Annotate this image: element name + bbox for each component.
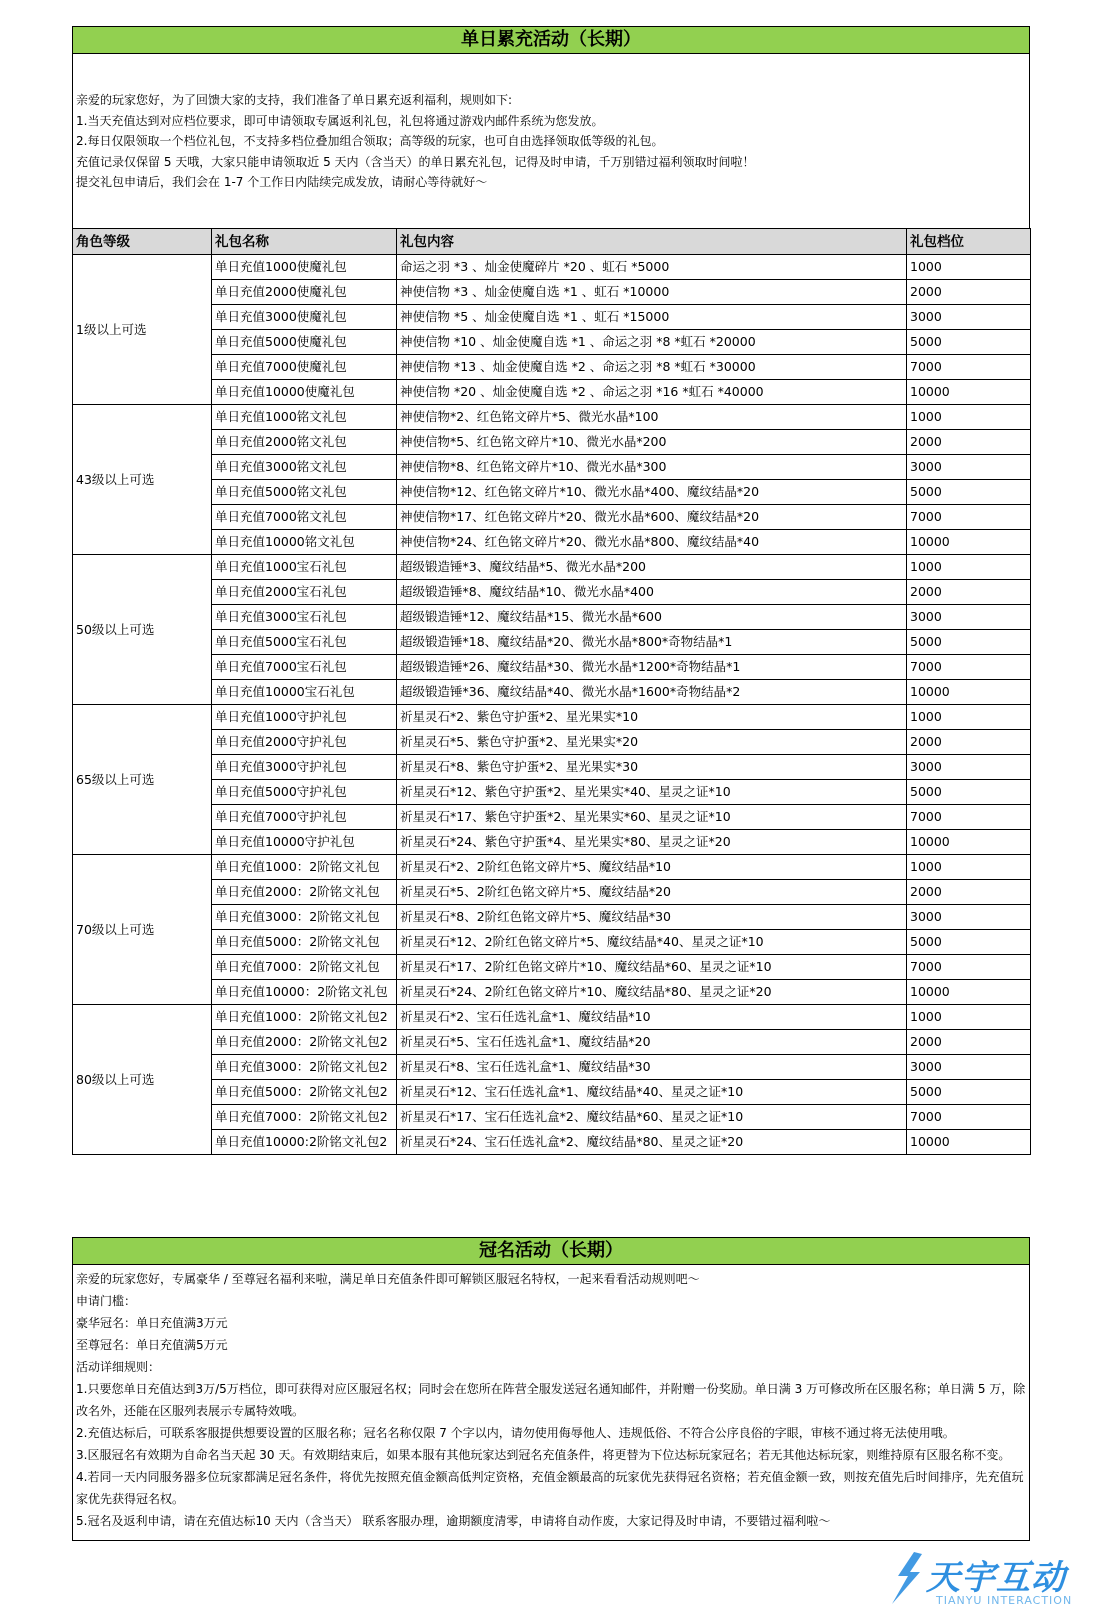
pack-name-cell: 单日充值5000：2阶铭文礼包 [212, 930, 397, 955]
pack-content-cell: 超级锻造锤*18、魔纹结晶*20、微光水晶*800*奇物结晶*1 [397, 630, 907, 655]
pack-content-cell: 祈星灵石*5、紫色守护蛋*2、星光果实*20 [397, 730, 907, 755]
naming-line: 至尊冠名：单日充值满5万元 [76, 1338, 228, 1352]
pack-tier-cell: 7000 [907, 1105, 1031, 1130]
pack-tier-cell: 2000 [907, 580, 1031, 605]
naming-activity-sheet [72, 1237, 1030, 1541]
pack-tier-cell: 5000 [907, 1080, 1031, 1105]
naming-line: 豪华冠名：单日充值满3万元 [76, 1316, 228, 1330]
pack-tier-cell: 5000 [907, 330, 1031, 355]
pack-content-cell: 祈星灵石*12、紫色守护蛋*2、星光果实*40、星灵之证*10 [397, 780, 907, 805]
pack-content-cell: 祈星灵石*24、2阶红色铭文碎片*10、魔纹结晶*80、星灵之证*20 [397, 980, 907, 1005]
pack-tier-cell: 3000 [907, 605, 1031, 630]
pack-tier-cell: 3000 [907, 455, 1031, 480]
pack-name-cell: 单日充值3000：2阶铭文礼包 [212, 905, 397, 930]
table-row [73, 255, 1031, 280]
tianyu-logo [884, 1550, 1094, 1610]
header-pack-tier: 礼包档位 [907, 229, 1031, 255]
rebate-activity-sheet [72, 26, 1030, 1155]
pack-content-cell: 祈星灵石*12、2阶红色铭文碎片*5、魔纹结晶*40、星灵之证*10 [397, 930, 907, 955]
pack-tier-cell: 1000 [907, 705, 1031, 730]
pack-name-cell: 单日充值1000铭文礼包 [212, 405, 397, 430]
level-cell: 80级以上可选 [73, 1005, 212, 1155]
table-row [73, 755, 1031, 780]
naming-line: 活动详细规则： [76, 1360, 161, 1374]
pack-content-cell: 命运之羽 *3 、灿金使魔碎片 *20 、虹石 *5000 [397, 255, 907, 280]
table-row [73, 405, 1031, 430]
naming-line: 1.只要您单日充值达到3万/5万档位，即可获得对应区服冠名权；同时会在您所在阵营全服发送冠名通知邮件，并附赠一份奖励。单日满 3 万可修改所在区服名称；单日满 5 万，除改名外，还能在区服列表展示专属特效哦。 [76, 1382, 1026, 1418]
pack-name-cell: 单日充值5000宝石礼包 [212, 630, 397, 655]
pack-content-cell: 祈星灵石*2、宝石任选礼盒*1、魔纹结晶*10 [397, 1005, 907, 1030]
table-row [73, 1080, 1031, 1105]
pack-name-cell: 单日充值2000守护礼包 [212, 730, 397, 755]
pack-name-cell: 单日充值1000守护礼包 [212, 705, 397, 730]
pack-tier-cell: 3000 [907, 755, 1031, 780]
pack-content-cell: 祈星灵石*17、2阶红色铭文碎片*10、魔纹结晶*60、星灵之证*10 [397, 955, 907, 980]
pack-name-cell: 单日充值10000宝石礼包 [212, 680, 397, 705]
header-pack-name: 礼包名称 [212, 229, 397, 255]
pack-content-cell: 神使信物 *10 、灿金使魔自选 *1 、命运之羽 *8 *虹石 *20000 [397, 330, 907, 355]
pack-name-cell: 单日充值10000：2阶铭文礼包 [212, 980, 397, 1005]
pack-name-cell: 单日充值1000使魔礼包 [212, 255, 397, 280]
pack-name-cell: 单日充值5000使魔礼包 [212, 330, 397, 355]
pack-tier-cell: 7000 [907, 955, 1031, 980]
naming-activity-title: 冠名活动（长期） [72, 1237, 1030, 1265]
pack-content-cell: 祈星灵石*24、宝石任选礼盒*2、魔纹结晶*80、星灵之证*20 [397, 1130, 907, 1155]
pack-content-cell: 祈星灵石*5、2阶红色铭文碎片*5、魔纹结晶*20 [397, 880, 907, 905]
table-row [73, 630, 1031, 655]
table-row [73, 580, 1031, 605]
pack-tier-cell: 1000 [907, 255, 1031, 280]
table-row [73, 655, 1031, 680]
pack-content-cell: 祈星灵石*5、宝石任选礼盒*1、魔纹结晶*20 [397, 1030, 907, 1055]
pack-tier-cell: 10000 [907, 830, 1031, 855]
pack-name-cell: 单日充值1000宝石礼包 [212, 555, 397, 580]
table-row [73, 980, 1031, 1005]
table-row [73, 430, 1031, 455]
pack-name-cell: 单日充值7000守护礼包 [212, 805, 397, 830]
pack-content-cell: 神使信物*12、红色铭文碎片*10、微光水晶*400、魔纹结晶*20 [397, 480, 907, 505]
pack-content-cell: 祈星灵石*8、紫色守护蛋*2、星光果实*30 [397, 755, 907, 780]
table-row [73, 730, 1031, 755]
table-row [73, 1130, 1031, 1155]
pack-content-cell: 祈星灵石*2、2阶红色铭文碎片*5、魔纹结晶*10 [397, 855, 907, 880]
logo-text: 天宇互动 [926, 1558, 1066, 1598]
table-row [73, 1030, 1031, 1055]
naming-line: 3.区服冠名有效期为自命名当天起 30 天。有效期结束后，如果本服有其他玩家达到冠名充值条件，将更替为下位达标玩家冠名；若无其他达标玩家，则维持原有区服名称不变。 [76, 1448, 1011, 1462]
pack-name-cell: 单日充值2000铭文礼包 [212, 430, 397, 455]
pack-tier-cell: 7000 [907, 355, 1031, 380]
table-row [73, 705, 1031, 730]
pack-content-cell: 超级锻造锤*8、魔纹结晶*10、微光水晶*400 [397, 580, 907, 605]
pack-name-cell: 单日充值5000铭文礼包 [212, 480, 397, 505]
table-row [73, 305, 1031, 330]
pack-content-cell: 祈星灵石*24、紫色守护蛋*4、星光果实*80、星灵之证*20 [397, 830, 907, 855]
pack-content-cell: 神使信物 *20 、灿金使魔自选 *2 、命运之羽 *16 *虹石 *40000 [397, 380, 907, 405]
pack-content-cell: 超级锻造锤*3、魔纹结晶*5、微光水晶*200 [397, 555, 907, 580]
rebate-table-body [73, 255, 1031, 1155]
pack-name-cell: 单日充值5000守护礼包 [212, 780, 397, 805]
pack-content-cell: 祈星灵石*17、紫色守护蛋*2、星光果实*60、星灵之证*10 [397, 805, 907, 830]
pack-name-cell: 单日充值10000守护礼包 [212, 830, 397, 855]
pack-name-cell: 单日充值7000：2阶铭文礼包2 [212, 1105, 397, 1130]
pack-tier-cell: 1000 [907, 555, 1031, 580]
pack-tier-cell: 1000 [907, 405, 1031, 430]
table-row [73, 780, 1031, 805]
pack-name-cell: 单日充值3000使魔礼包 [212, 305, 397, 330]
pack-name-cell: 单日充值10000铭文礼包 [212, 530, 397, 555]
intro-line: 提交礼包申请后，我们会在 1-7 个工作日内陆续完成发放，请耐心等待就好～ [76, 175, 488, 189]
level-cell: 65级以上可选 [73, 705, 212, 855]
header-pack-content: 礼包内容 [397, 229, 907, 255]
naming-line: 5.冠名及返利申请，请在充值达标10 天内（含当天） 联系客服办理，逾期额度清零，申请将自动作废，大家记得及时申请，不要错过福利啦～ [76, 1514, 831, 1528]
pack-tier-cell: 7000 [907, 505, 1031, 530]
table-row [73, 930, 1031, 955]
pack-name-cell: 单日充值2000：2阶铭文礼包2 [212, 1030, 397, 1055]
pack-content-cell: 神使信物*17、红色铭文碎片*20、微光水晶*600、魔纹结晶*20 [397, 505, 907, 530]
naming-line: 亲爱的玩家您好，专属豪华 / 至尊冠名福利来啦，满足单日充值条件即可解锁区服冠名特权，一起来看看活动规则吧～ [76, 1272, 700, 1286]
pack-name-cell: 单日充值7000宝石礼包 [212, 655, 397, 680]
pack-content-cell: 神使信物*8、红色铭文碎片*10、微光水晶*300 [397, 455, 907, 480]
table-row [73, 880, 1031, 905]
pack-tier-cell: 7000 [907, 805, 1031, 830]
level-cell: 70级以上可选 [73, 855, 212, 1005]
naming-activity-body [72, 1265, 1030, 1541]
pack-name-cell: 单日充值2000使魔礼包 [212, 280, 397, 305]
table-row [73, 905, 1031, 930]
pack-name-cell: 单日充值1000：2阶铭文礼包 [212, 855, 397, 880]
pack-tier-cell: 5000 [907, 780, 1031, 805]
table-row [73, 455, 1031, 480]
table-row [73, 555, 1031, 580]
pack-content-cell: 祈星灵石*8、宝石任选礼盒*1、魔纹结晶*30 [397, 1055, 907, 1080]
pack-tier-cell: 5000 [907, 930, 1031, 955]
pack-tier-cell: 1000 [907, 1005, 1031, 1030]
table-row [73, 1005, 1031, 1030]
pack-tier-cell: 10000 [907, 1130, 1031, 1155]
pack-name-cell: 单日充值5000：2阶铭文礼包2 [212, 1080, 397, 1105]
pack-content-cell: 祈星灵石*12、宝石任选礼盒*1、魔纹结晶*40、星灵之证*10 [397, 1080, 907, 1105]
level-cell: 50级以上可选 [73, 555, 212, 705]
pack-name-cell: 单日充值7000：2阶铭文礼包 [212, 955, 397, 980]
table-row [73, 380, 1031, 405]
pack-tier-cell: 2000 [907, 1030, 1031, 1055]
pack-name-cell: 单日充值3000宝石礼包 [212, 605, 397, 630]
table-row [73, 855, 1031, 880]
pack-tier-cell: 2000 [907, 430, 1031, 455]
pack-tier-cell: 10000 [907, 680, 1031, 705]
logo-subtext: TIANYU INTERACTION [936, 1594, 1073, 1607]
rebate-table [72, 228, 1031, 1155]
pack-content-cell: 神使信物 *3 、灿金使魔自选 *1 、虹石 *10000 [397, 280, 907, 305]
pack-content-cell: 祈星灵石*2、紫色守护蛋*2、星光果实*10 [397, 705, 907, 730]
pack-tier-cell: 5000 [907, 480, 1031, 505]
pack-name-cell: 单日充值7000铭文礼包 [212, 505, 397, 530]
header-level: 角色等级 [73, 229, 212, 255]
table-row [73, 330, 1031, 355]
table-row [73, 805, 1031, 830]
table-row [73, 955, 1031, 980]
pack-content-cell: 祈星灵石*8、2阶红色铭文碎片*5、魔纹结晶*30 [397, 905, 907, 930]
pack-tier-cell: 3000 [907, 1055, 1031, 1080]
level-cell: 43级以上可选 [73, 405, 212, 555]
table-row [73, 830, 1031, 855]
pack-content-cell: 神使信物 *13 、灿金使魔自选 *2 、命运之羽 *8 *虹石 *30000 [397, 355, 907, 380]
level-cell: 1级以上可选 [73, 255, 212, 405]
intro-line: 亲爱的玩家您好，为了回馈大家的支持，我们准备了单日累充返利福利，规则如下: [76, 93, 513, 107]
pack-content-cell: 神使信物*5、红色铭文碎片*10、微光水晶*200 [397, 430, 907, 455]
pack-tier-cell: 10000 [907, 530, 1031, 555]
pack-tier-cell: 7000 [907, 655, 1031, 680]
pack-content-cell: 神使信物*24、红色铭文碎片*20、微光水晶*800、魔纹结晶*40 [397, 530, 907, 555]
pack-tier-cell: 3000 [907, 905, 1031, 930]
pack-content-cell: 超级锻造锤*12、魔纹结晶*15、微光水晶*600 [397, 605, 907, 630]
rebate-intro [72, 54, 1030, 228]
pack-tier-cell: 2000 [907, 280, 1031, 305]
table-row [73, 280, 1031, 305]
table-row [73, 530, 1031, 555]
pack-name-cell: 单日充值3000守护礼包 [212, 755, 397, 780]
pack-name-cell: 单日充值7000使魔礼包 [212, 355, 397, 380]
pack-tier-cell: 3000 [907, 305, 1031, 330]
pack-tier-cell: 1000 [907, 855, 1031, 880]
table-row [73, 605, 1031, 630]
table-row [73, 1055, 1031, 1080]
intro-line: 2.每日仅限领取一个档位礼包，不支持多档位叠加组合领取；高等级的玩家，也可自由选择领取低等级的礼包。 [76, 134, 664, 148]
table-row [73, 680, 1031, 705]
pack-tier-cell: 2000 [907, 880, 1031, 905]
naming-line: 4.若同一天内同服务器多位玩家都满足冠名条件，将优先按照充值金额高低判定资格，充值金额最高的玩家优先获得冠名资格；若充值金额一致，则按充值先后时间排序，先充值玩家优先获得冠名权。 [76, 1470, 1024, 1506]
pack-content-cell: 超级锻造锤*26、魔纹结晶*30、微光水晶*1200*奇物结晶*1 [397, 655, 907, 680]
pack-tier-cell: 2000 [907, 730, 1031, 755]
pack-name-cell: 单日充值2000：2阶铭文礼包 [212, 880, 397, 905]
table-row [73, 1105, 1031, 1130]
tianyu-logo-icon [884, 1550, 928, 1606]
pack-tier-cell: 5000 [907, 630, 1031, 655]
pack-name-cell: 单日充值3000铭文礼包 [212, 455, 397, 480]
pack-content-cell: 神使信物*2、红色铭文碎片*5、微光水晶*100 [397, 405, 907, 430]
pack-name-cell: 单日充值3000：2阶铭文礼包2 [212, 1055, 397, 1080]
intro-line: 充值记录仅保留 5 天哦，大家只能申请领取近 5 天内（含当天）的单日累充礼包，记得及时申请，千万别错过福利领取时间啦！ [76, 154, 755, 169]
naming-line: 2.充值达标后，可联系客服提供想要设置的区服名称；冠名名称仅限 7 个字以内，请勿使用侮辱他人、违规低俗、不符合公序良俗的字眼，审核不通过将无法使用哦。 [76, 1426, 955, 1440]
pack-content-cell: 祈星灵石*17、宝石任选礼盒*2、魔纹结晶*60、星灵之证*10 [397, 1105, 907, 1130]
pack-name-cell: 单日充值2000宝石礼包 [212, 580, 397, 605]
intro-line: 1.当天充值达到对应档位要求，即可申请领取专属返利礼包，礼包将通过游戏内邮件系统为您发放。 [76, 113, 604, 128]
pack-name-cell: 单日充值10000:2阶铭文礼包2 [212, 1130, 397, 1155]
pack-tier-cell: 10000 [907, 980, 1031, 1005]
pack-content-cell: 超级锻造锤*36、魔纹结晶*40、微光水晶*1600*奇物结晶*2 [397, 680, 907, 705]
naming-line: 申请门槛： [76, 1294, 137, 1308]
table-row [73, 480, 1031, 505]
pack-name-cell: 单日充值10000使魔礼包 [212, 380, 397, 405]
table-row [73, 355, 1031, 380]
table-header-row [73, 229, 1031, 255]
pack-content-cell: 神使信物 *5 、灿金使魔自选 *1 、虹石 *15000 [397, 305, 907, 330]
pack-name-cell: 单日充值1000：2阶铭文礼包2 [212, 1005, 397, 1030]
table-row [73, 505, 1031, 530]
pack-tier-cell: 10000 [907, 380, 1031, 405]
rebate-activity-title: 单日累充活动（长期） [72, 26, 1030, 54]
